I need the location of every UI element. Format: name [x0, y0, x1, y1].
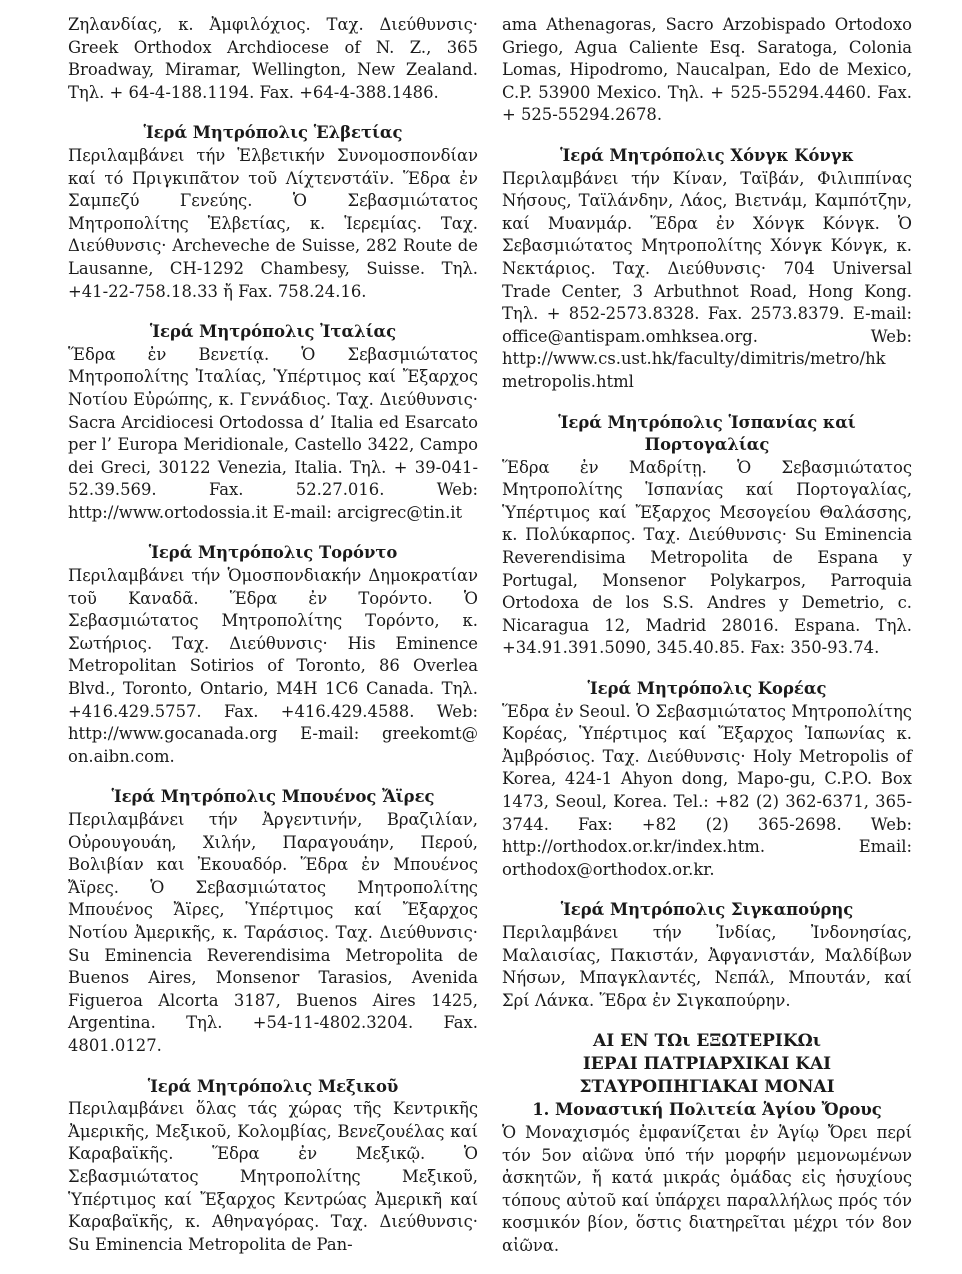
section-body: Ὁ Μοναχισμός ἐμφανίζεται ἐν Ἁγίῳ Ὄρει περί τόν 5ον αἰῶνα ὑπό τήν μορφήν μεμονωμένων ἀσκητῶν, ἤ κατά μικράς ὁμάδας εἰς ἡσυχίους τόπους αὐτοῦ καί ὑπάρχει παραλλήλως πρός τόν κοσμικόν βίον, ὅστις διατηρεῖται μέχρι τόν 8ον αἰῶνα.	[502, 1122, 912, 1255]
entry-body: Περιλαμβάνει ὅλας τάς χώρας τῆς Κεντρικῆς Ἀμερικῆς, Μεξικοῦ, Κολομβίας, Βενεζουέλας καί Καραβαϊκῆς. Ἕδρα ἐν Μεξικῷ. Ὁ Σεβασμιώτατος Μητροπολίτης Μεξικοῦ, Ὑπέρτιμος καί Ἔξαρχος Κεντρώας Ἀμερικῆ καί Καραβαϊκῆς, κ. Αθηναγόρας. Ταχ. Διεύθυνσις· Su Eminencia Metropolita de Pan-	[68, 1099, 478, 1254]
entry-heading: Ἱερά Μητρόπολις Μπουένος Ἄϊρες	[111, 787, 435, 807]
entry-mexico	[68, 1076, 478, 1257]
entry-body: Περιλαμβάνει τήν Ἰνδίας, Ἰνδονησίας, Μαλαισίας, Πακιστάν, Ἀφγανιστάν, Μαλδίβων Νήσων, Μπαγκλαντές, Νεπάλ, Μπουτάν, καί Σρί Λάνκα. Ἕδρα ἐν Σιγκαπούρην.	[502, 922, 912, 1010]
entry-singapore	[502, 899, 912, 1012]
entry-buenos-aires	[68, 786, 478, 1057]
entry-body: Περιλαμβάνει τήν Ὁμοσπονδιακήν Δημοκρατίαν τοῦ Καναδᾶ. Ἕδρα ἐν Τορόντο. Ὁ Σεβασμιώτατος Μητροπολίτης Τορόντο, κ. Σωτήριος. Ταχ. Διεύθυνσις· His Eminence Metropolitan Sotirios of Toronto, 86 Overlea Blvd., Toronto, Ontario, M4H 1C6 Canada. Τηλ. +416.429.5757. Fax. +416.429.4588. Web: http://www.gocanada.org E-mail: greekomt@ on.aibn.com.	[68, 566, 478, 766]
entry-body: Περιλαμβάνει τήν Ἑλβετικήν Συνομοσπονδίαν καί τό Πριγκιπᾶτον τοῦ Λίχτενστάϊν. Ἕδρα ἐν Σαμπεζύ Γενεύης. Ὁ Σεβασμιώτατος Μητροπολίτης Ἑλβετίας, κ. Ἱερεμίας. Ταχ. Διεύθυνσις· Archeveche de Suisse, 282 Route de Lausanne, CH-1292 Chambesy, Suisse. Τηλ. +41-22-758.18.33 ἤ Fax. 758.24.16.	[68, 145, 478, 301]
left-intro-entry	[68, 14, 478, 104]
right-column	[502, 14, 912, 1258]
section-title	[502, 1030, 912, 1099]
entry-hong-kong	[502, 145, 912, 394]
entry-heading: Ἱερά Μητρόπολις Ἱσπανίας καί Πορτογαλίας	[558, 412, 856, 455]
section-title-line: ΣΤΑΥΡΟΠΗΓΙΑΚΑΙ ΜΟΝΑΙ	[579, 1077, 835, 1098]
entry-heading: Ἱερά Μητρόπολις Ἑλβετίας	[143, 123, 403, 143]
section-monasteries	[502, 1030, 912, 1257]
left-intro-text: Ζηλανδίας, κ. Ἀμφιλόχιος. Ταχ. Διεύθυνσις· Greek Orthodox Archdiocese of N. Z., 365 Broadway, Miramar, Wellington, New Zealand. Τηλ. + 64-4-188.1194. Fax. +64-4-388.1486.	[68, 15, 478, 102]
entry-body: Περιλαμβάνει τήν Ἀργεντινήν, Βραζιλίαν, Οὐρουγουάη, Χιλήν, Παραγουάην, Περού, Βολιβίαν και Ἐκουαδόρ. Ἕδρα ἐν Μπουένος Ἄϊρες. Ὁ Σεβασμιώτατος Μητροπολίτης Μπουένος Ἄϊρες, Ὑπέρτιμος καί Ἔξαρχος Νοτίου Ἀμερικῆς, κ. Ταράσιος. Ταχ. Διεύθυνσις· Su Eminencia Reverendisima Metropolita de Buenos Aires, Monsenor Tarasios, Avenida Figueroa Alcorta 3187, Buenos Aires 1425, Argentina. Τηλ. +54-11-4802.3204. Fax. 4801.0127.	[68, 810, 478, 1055]
entry-body: Ἕδρα ἐν Μαδρίτῃ. Ὁ Σεβασμιώτατος Μητροπολίτης Ἱσπανίας καί Πορτογαλίας, Ὑπέρτιμος καί Ἔξαρχος Μεσογείου Θαλάσσης, κ. Πολύκαρπος. Ταχ. Διεύθυνσις· Su Eminencia Reverendisima Metropolita de Espana y Portugal, Monsenor Polykarpos, Parroquia Ortodoxa de los S.S. Andres y Demetrio, c. Nicaragua 12, Madrid 28016. Espana. Τηλ. +34.91.391.5090, 345.40.85. Fax: 350-93.74.	[502, 457, 912, 658]
entry-body: Ἕδρα ἐν Βενετίᾳ. Ὁ Σεβασμιώτατος Μητροπολίτης Ἰταλίας, Ὑπέρτιμος καί Ἔξαρχος Νοτίου Εὐρώπης, κ. Γεννάδιος. Ταχ. Διεύθυνσις· Sacra Arcidiocesi Ortodossa d’ Italia ed Esarcato per l’ Europa Meridionale, Castello 3422, Campo dei Greci, 30122 Venezia, Italia. Τηλ. + 39-041-52.39.569. Fax. 52.27.016. Web: http://www.ortodossia.it E-mail: arcigrec@tin.it	[68, 344, 478, 522]
entry-korea	[502, 678, 912, 881]
section-title-line: ΑΙ ΕΝ ΤΩι ΕΞΩΤΕΡΙΚΩι	[593, 1031, 821, 1052]
entry-spain-portugal	[502, 412, 912, 661]
entry-heading: Ἱερά Μητρόπολις Μεξικοῦ	[147, 1076, 399, 1096]
entry-heading: Ἱερά Μητρόπολις Σιγκαπούρης	[560, 900, 854, 920]
entry-heading: Ἱερά Μητρόπολις Ἰταλίας	[149, 322, 397, 342]
entry-italy	[68, 321, 478, 524]
entry-heading: Ἱερά Μητρόπολις Τορόντο	[148, 543, 398, 563]
entry-body: Ἕδρα ἐν Seoul. Ὁ Σεβασμιώτατος Μητροπολίτης Κορέας, Ὑπέρτιμος καί Ἔξαρχος Ἰαπωνίας κ. Ἀμβρόσιος. Ταχ. Διεύθυνσις· Holy Metropolis of Korea, 424-1 Ahyon dong, Mapo-gu, C.P.O. Box 1473, Seoul, Korea. Tel.: +82 (2) 362-6371, 365-3744. Fax: +82 (2) 365-2698. Web: http://orthodox.or.kr/index.htm. Email: orthodox@orthodox.or.kr.	[502, 701, 912, 879]
left-column	[68, 14, 478, 1274]
section-subheading: 1. Μοναστική Πολιτεία Ἁγίου Ὄρους	[532, 1100, 882, 1120]
entry-switzerland	[68, 122, 478, 303]
entry-toronto	[68, 542, 478, 768]
section-title-line: ΙΕΡΑΙ ΠΑΤΡΙΑΡΧΙΚΑΙ ΚΑΙ	[582, 1054, 832, 1075]
right-intro-entry	[502, 14, 912, 127]
entry-heading: Ἱερά Μητρόπολις Κορέας	[587, 679, 827, 699]
entry-heading: Ἱερά Μητρόπολις Χόνγκ Κόνγκ	[560, 145, 854, 165]
right-intro-text: ama Athenagoras, Sacro Arzobispado Ortodoxo Griego, Agua Caliente Esq. Saratoga, Colonia Lomas, Hipodromo, Naucalpan, Edo de Mexico, C.P. 53900 Mexico. Τηλ. + 525-55294.4460. Fax. + 525-55294.2678.	[502, 15, 912, 125]
entry-body: Περιλαμβάνει τήν Κίναν, Ταϊβάν, Φιλιππίνας Νήσους, Ταϊλάνδην, Λάος, Βιετνάμ, Καμπότζην, καί Μυανμάρ. Ἕδρα ἐν Χόνγκ Κόνγκ. Ὁ Σεβασμιώτατος Μητροπολίτης Χόνγκ Κόνγκ, κ. Νεκτάριος. Ταχ. Διεύθυνσις· 704 Universal Trade Center, 3 Arbuthnot Road, Hong Kong. Τηλ. + 852-2573.8328. Fax. 2573.8379. E-mail: office@antispam.omhksea.org. Web: http://www.cs.ust.hk/faculty/dimitris/metro/hk metropolis.html	[502, 168, 912, 391]
